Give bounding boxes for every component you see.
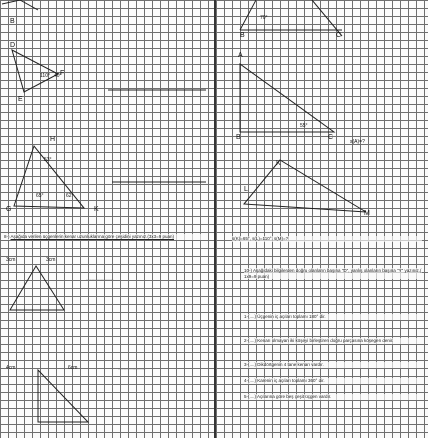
statement-3[interactable]: 3-(....) Dikdörtgenin 4 tane kenarı vardır. bbox=[244, 362, 422, 368]
label-c-right: C bbox=[328, 134, 334, 141]
label-d: D bbox=[10, 42, 16, 49]
label-c-right-top: C bbox=[336, 32, 342, 39]
label-b-right: B bbox=[236, 134, 241, 141]
angle-65: 65° bbox=[36, 193, 44, 199]
side-label-4cm: 4cm bbox=[6, 365, 16, 371]
klm-angles-text: s(K)=65°, s(L)=110°, s(M)=? bbox=[232, 236, 422, 242]
triangle-abc-side2 bbox=[312, 0, 342, 36]
side-label-6cm: 6cm bbox=[68, 365, 78, 371]
question-8-number: 8-) bbox=[4, 234, 10, 239]
answer-dots-1[interactable]: .............................. bbox=[86, 276, 114, 281]
angle-110: 110° bbox=[40, 73, 50, 79]
label-a-right: A bbox=[238, 52, 243, 59]
answer-dots-2[interactable]: .............................. bbox=[118, 366, 146, 371]
label-h: H bbox=[50, 136, 56, 143]
question-10-text: 10-) Aşağıdaki bilgilerden doğru olanların başına "D", yanlış olanların başına "Y" yazınız.( 1x9=9 puan) bbox=[244, 268, 422, 279]
angle-53: 53° bbox=[44, 157, 52, 163]
triangle-abc-side bbox=[240, 0, 256, 30]
angle-62: 62° bbox=[66, 193, 74, 199]
question-8-body: Aşağıda verilen üçgenlerin kenar uzunluklarına göre çeşidini yazınız.(3x3=9 puan) bbox=[10, 234, 174, 239]
side-label-3cm-right: 3cm bbox=[46, 257, 56, 263]
triangle-klm bbox=[244, 160, 366, 212]
label-l: L bbox=[244, 186, 248, 193]
label-f: F bbox=[60, 70, 65, 77]
label-g: G bbox=[6, 206, 12, 213]
triangle-ab-partial bbox=[2, 0, 38, 10]
triangle-right bbox=[38, 370, 88, 422]
statement-1[interactable]: 1-(....) Üçgenin iç açıları toplamı 180° dir. bbox=[244, 314, 422, 320]
triangle-def bbox=[12, 50, 58, 92]
label-b-top: B bbox=[10, 18, 15, 25]
answer-angle-a: s(A)=? bbox=[350, 139, 365, 145]
label-k-left: K bbox=[94, 206, 99, 213]
triangle-abc-right bbox=[240, 64, 334, 132]
statement-4[interactable]: 4-(....) Karenin iç açıları toplamı 360° dir. bbox=[244, 378, 422, 384]
label-k-right: K bbox=[276, 160, 281, 167]
label-b-right-top: B bbox=[240, 32, 245, 39]
statement-5[interactable]: 5-(....) Açılarına göre beş çeşit üçgen vardır. bbox=[244, 394, 422, 400]
triangle-isosceles bbox=[10, 266, 64, 310]
angle-70: 70° bbox=[260, 15, 268, 21]
side-label-3cm-left: 3cm bbox=[6, 257, 16, 263]
question-8-text bbox=[4, 234, 208, 240]
angle-55: 55° bbox=[300, 123, 308, 129]
statement-2[interactable]: 2-(....) Kenarı olmayan iki köşeyi birleştiren doğru parçasına köşegen denir. bbox=[244, 338, 422, 344]
angle-40: 40° bbox=[54, 73, 62, 79]
label-e: E bbox=[18, 96, 23, 103]
label-m: M bbox=[364, 210, 370, 217]
